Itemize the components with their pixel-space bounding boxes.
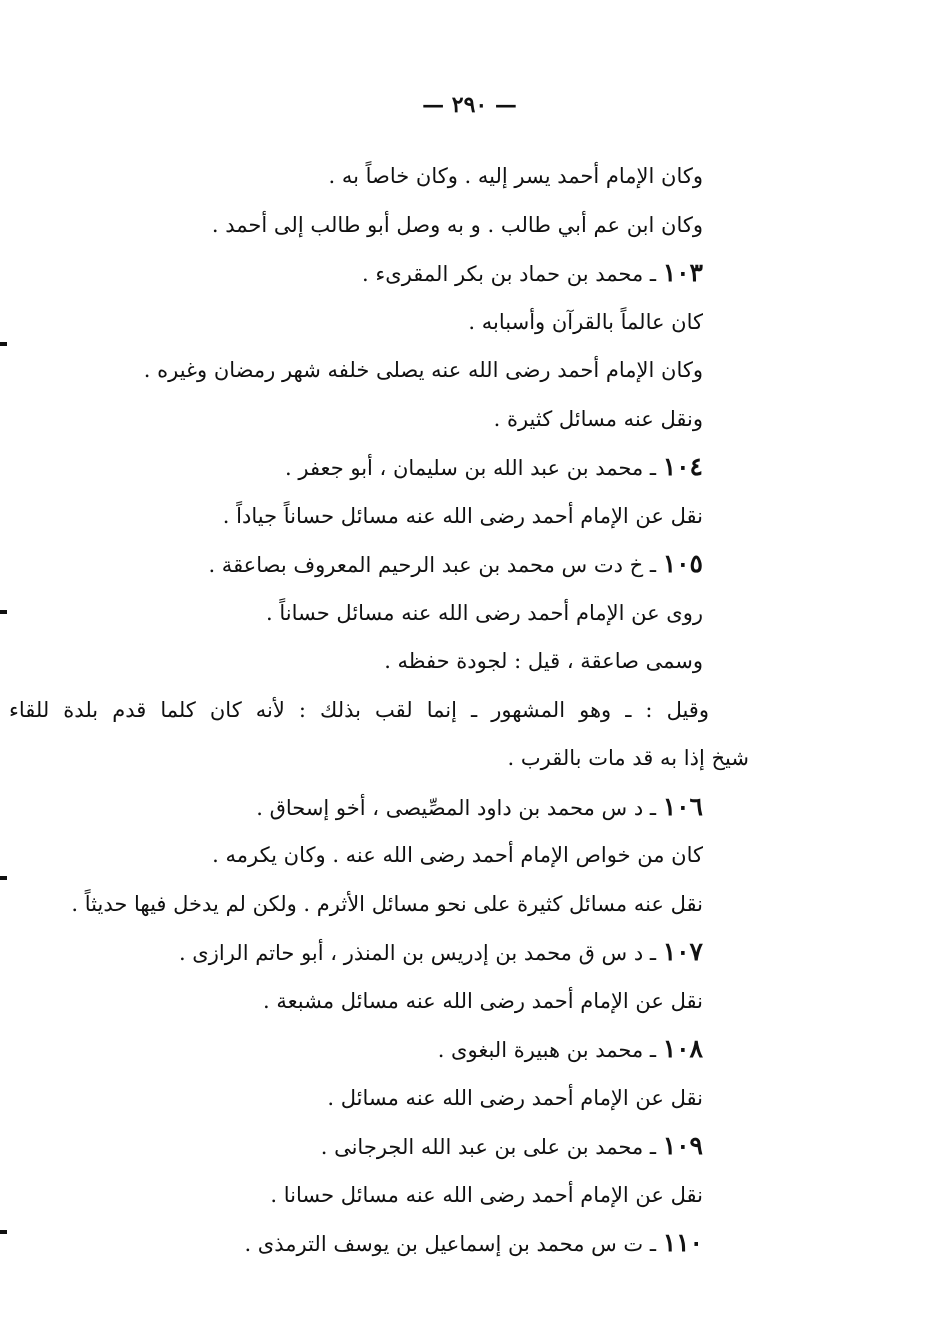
line-text: شيخ إذا به قد مات بالقرب .: [507, 746, 749, 770]
line-text: ـ محمد بن عبد الله بن سليمان ، أبو جعفر .: [285, 456, 663, 480]
line-text: وكان الإمام أحمد رضى الله عنه يصلى خلفه شهر رمضان وغيره .: [143, 358, 703, 382]
text-line: [93, 492, 703, 541]
text-line: [93, 637, 703, 686]
text-line: [93, 734, 749, 783]
entry-heading: [93, 540, 703, 589]
line-text: روى عن الإمام أحمد رضى الله عنه مسائل حساناً .: [266, 600, 703, 625]
line-text: كان عالماً بالقرآن وأسبابه .: [468, 309, 703, 334]
entry-number: ١٠٣: [662, 258, 703, 287]
line-text: ونقل عنه مسائل كثيرة .: [493, 406, 703, 431]
scan-edge-mark: [0, 342, 7, 346]
line-text: نقل عن الإمام أحمد رضى الله عنه مسائل مشبعة .: [263, 988, 703, 1013]
text-line: [93, 1074, 703, 1123]
entry-number: ١٠٩: [662, 1131, 703, 1160]
text-line: [93, 346, 703, 395]
line-text: نقل عن الإمام أحمد رضى الله عنه مسائل .: [327, 1085, 703, 1110]
line-text: نقل عنه مسائل كثيرة على نحو مسائل الأثرم . ولكن لم يدخل فيها حديثاً .: [71, 891, 703, 916]
text-line: [93, 831, 703, 880]
line-text: ـ محمد بن حماد بن بكر المقرىء .: [362, 262, 663, 286]
entry-heading: [93, 1122, 703, 1171]
line-text: وكان الإمام أحمد يسر إليه . وكان خاصاً به .: [328, 164, 703, 188]
text-line: [93, 395, 703, 444]
scan-edge-mark: [0, 1230, 7, 1234]
entry-heading: [93, 443, 703, 492]
entry-heading: [93, 783, 703, 832]
text-line: [93, 589, 703, 638]
entry-number: ١٠٧: [662, 937, 703, 966]
entry-number: ١٠٨: [662, 1034, 703, 1063]
line-text: ـ محمد بن هبيرة البغوى .: [437, 1038, 663, 1062]
entry-number: ١٠٦: [662, 791, 703, 821]
line-text: ـ د س ق محمد بن إدريس بن المنذر ، أبو حاتم الرازى .: [178, 941, 663, 965]
line-text: وكان ابن عم أبي طالب . و به وصل أبو طالب إلى أحمد .: [211, 212, 703, 237]
text-line: [93, 1171, 703, 1220]
line-text: ـ محمد بن على بن عبد الله الجرجانى .: [320, 1135, 663, 1159]
text-line: [93, 977, 703, 1026]
entry-number: ١٠٤: [662, 452, 703, 481]
text-line: [9, 686, 709, 735]
line-text: وسمى صاعقة ، قيل : لجودة حفظه .: [384, 649, 703, 673]
entry-heading: [93, 249, 703, 298]
line-text: وقيل : ـ وهو المشهور ـ إنما لقب بذلك : لأنه كان كلما قدم بلدة للقاء: [9, 697, 709, 722]
line-text: نقل عن الإمام أحمد رضى الله عنه مسائل حساناً جياداً .: [222, 503, 703, 528]
line-text: كان من خواص الإمام أحمد رضى الله عنه . وكان يكرمه .: [212, 843, 703, 867]
text-line: [93, 298, 703, 347]
line-text: نقل عن الإمام أحمد رضى الله عنه مسائل حسانا .: [270, 1182, 703, 1207]
scan-edge-mark: [0, 876, 7, 880]
line-text: ـ خ دت س محمد بن عبد الرحيم المعروف بصاعقة .: [208, 553, 663, 577]
text-body: [9, 152, 749, 1268]
entry-heading: [93, 1219, 703, 1268]
line-text: ـ ت س محمد بن إسماعيل بن يوسف الترمذى .: [244, 1232, 663, 1256]
text-line: [71, 880, 703, 929]
line-text: ـ د س محمد بن داود المصِّيصى ، أخو إسحاق .: [256, 795, 663, 820]
text-line: [93, 201, 703, 250]
scan-edge-mark: [0, 610, 7, 614]
entry-heading: [93, 1025, 703, 1074]
text-line: [93, 152, 703, 201]
entry-heading: [93, 928, 703, 977]
entry-number: ١٠٥: [662, 549, 703, 578]
page-number: — ٢٩٠ —: [422, 92, 517, 118]
entry-number: ١١٠: [662, 1228, 703, 1257]
